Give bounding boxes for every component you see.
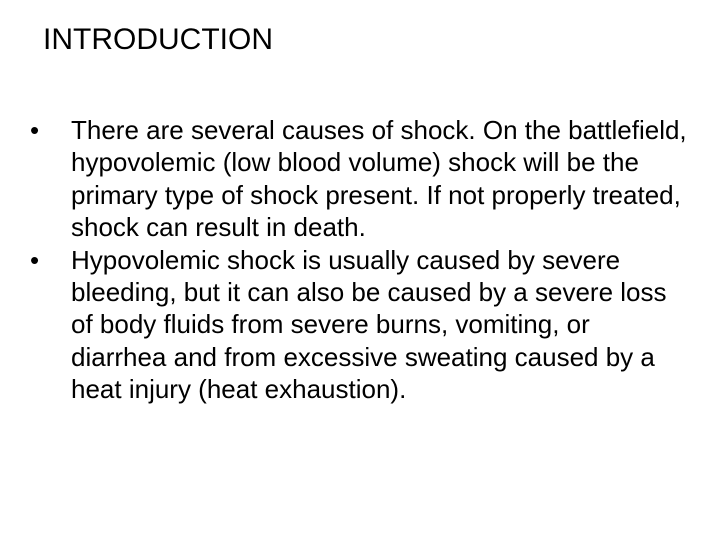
bullet-list [30, 114, 690, 406]
bullet-item [30, 114, 690, 244]
bullet-text: Hypovolemic shock is usually caused by severe bleeding, but it can also be caused by a severe loss of body fluids from severe burns, vomiting, or diarrhea and from excessive sweating caused by a heat injury (heat exhaustion). [71, 244, 667, 405]
bullet-dot-icon: • [30, 115, 40, 145]
slide-title: INTRODUCTION [43, 23, 273, 56]
bullet-item [30, 244, 690, 406]
bullet-dot-icon: • [30, 244, 40, 275]
bullet-text: There are several causes of shock. On the battlefield, hypovolemic (low blood volume) shock will be the primary type of shock present. If not properly treated, shock can result in death. [71, 115, 687, 243]
